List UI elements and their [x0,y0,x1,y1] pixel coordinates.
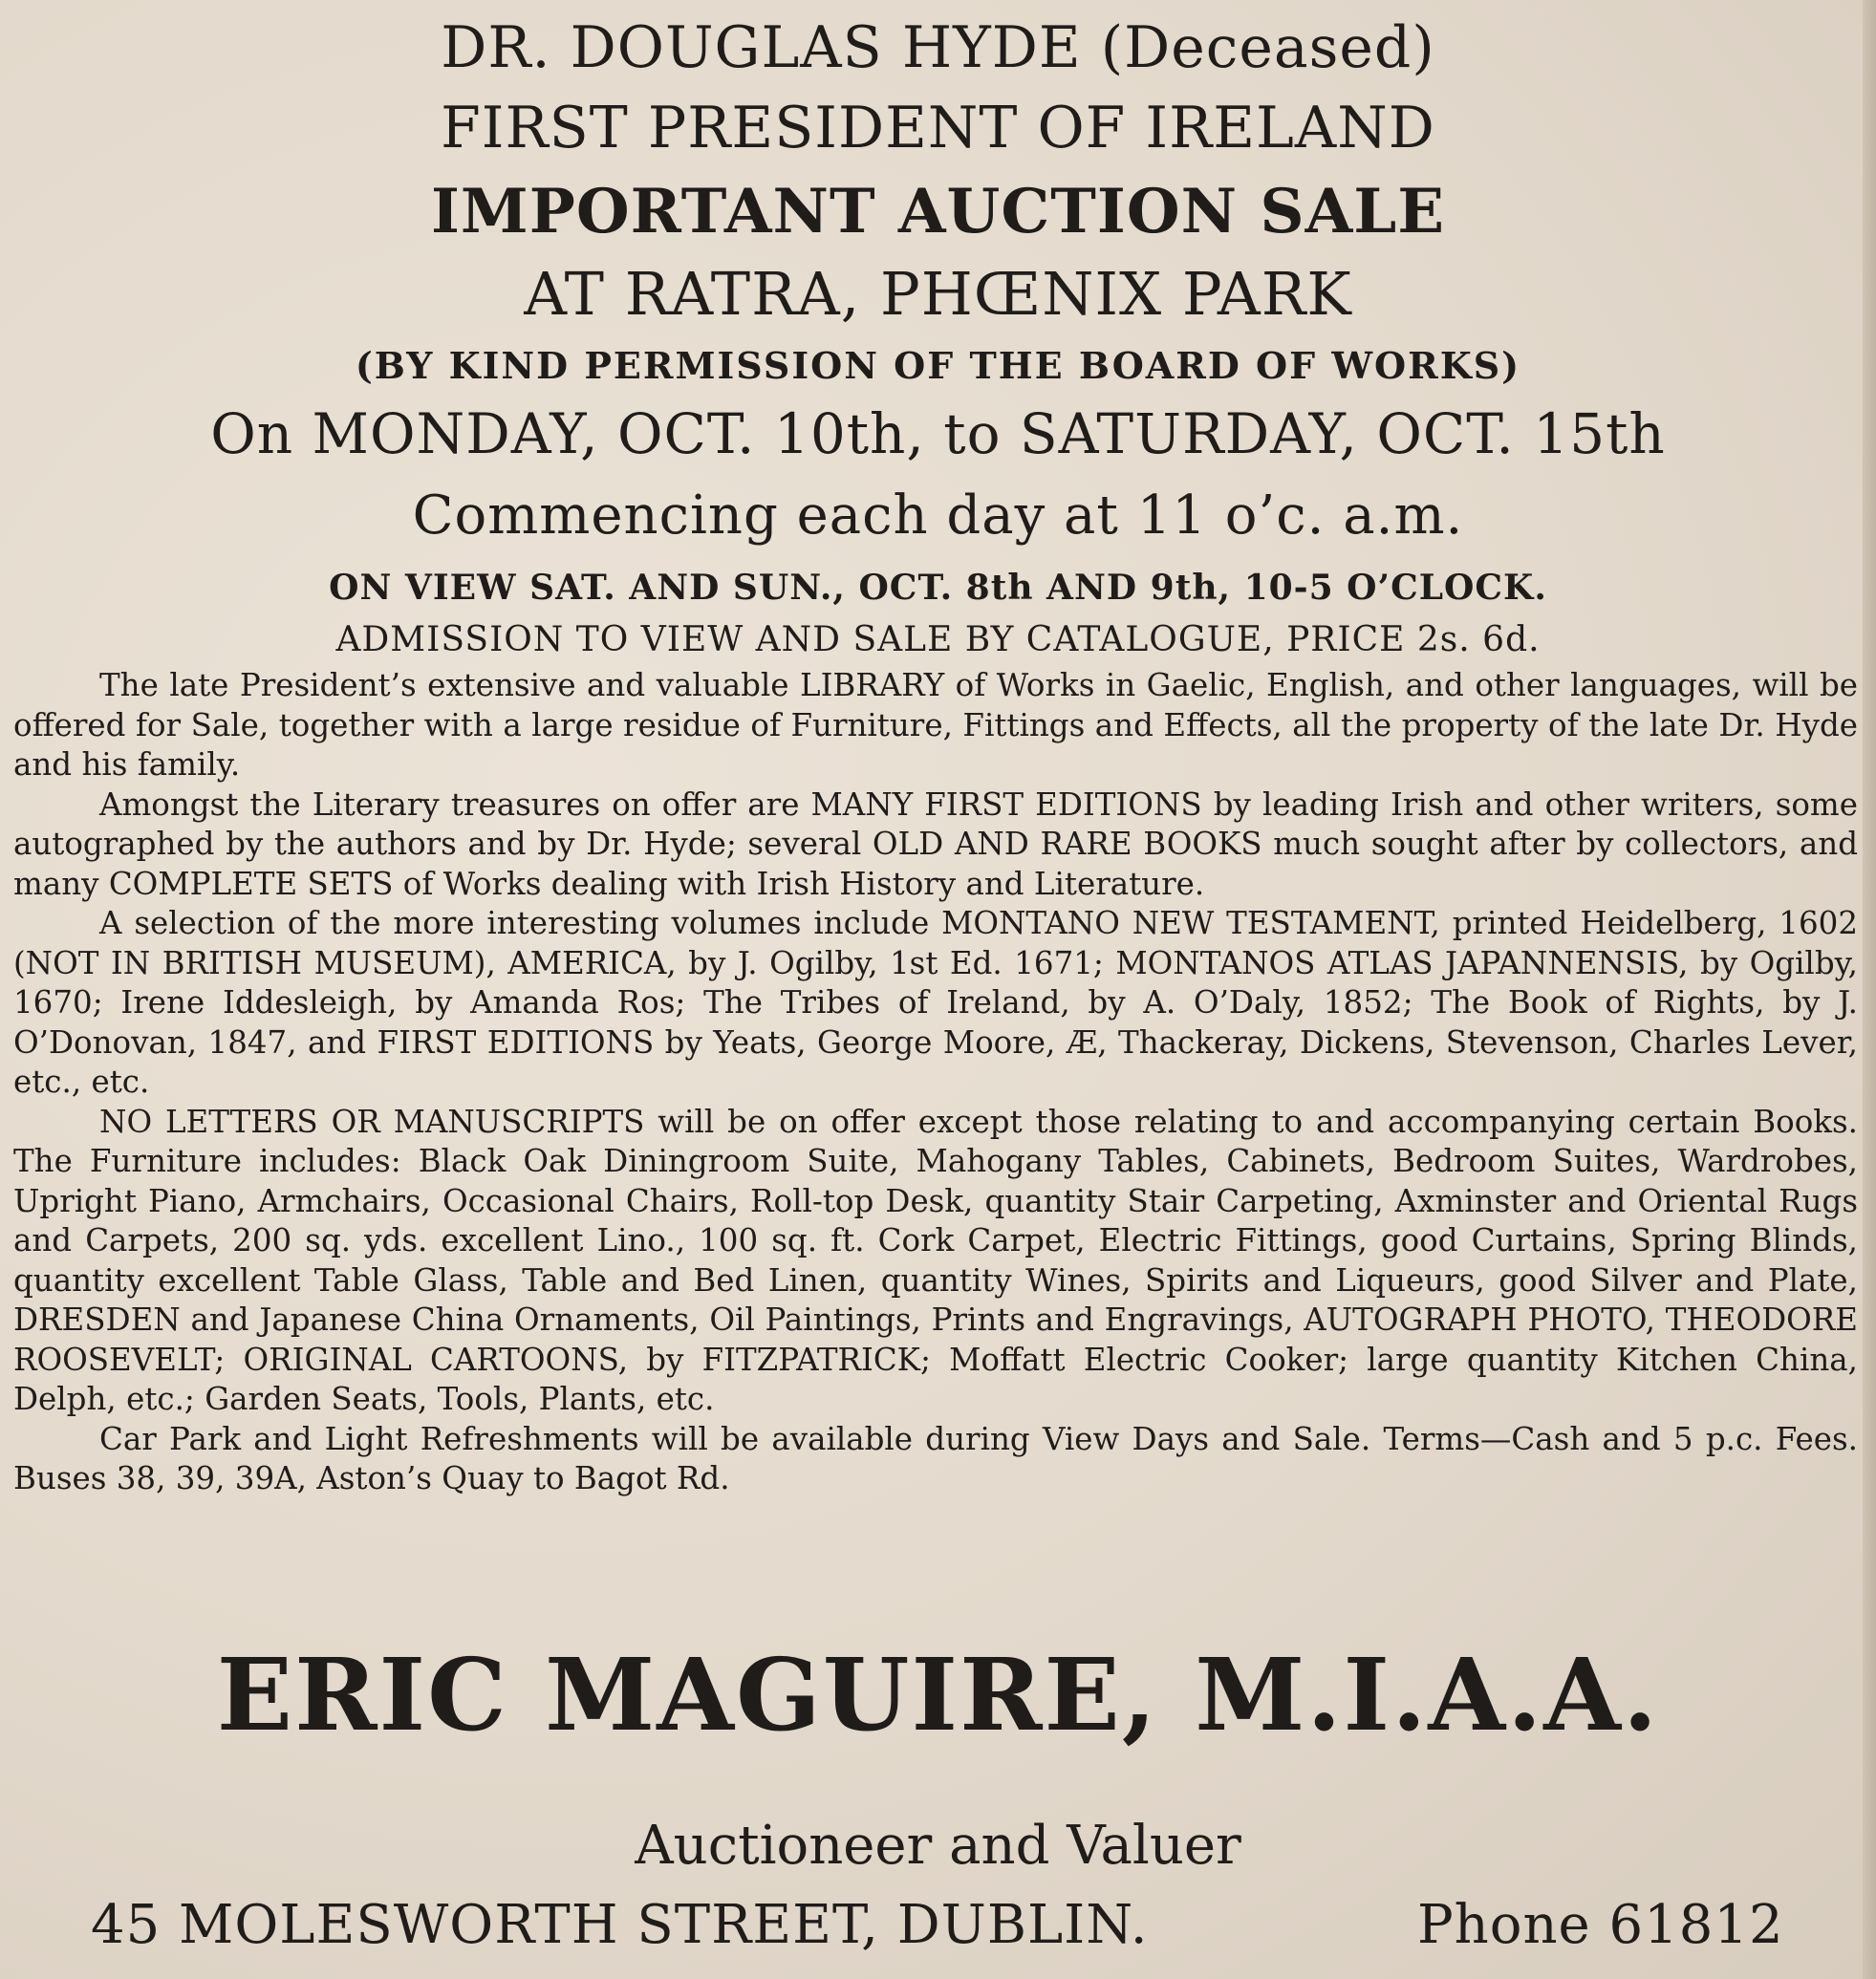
paragraph-furniture: NO LETTERS OR MANUSCRIPTS will be on offer except those relating to and accompanying certain Books. The Furniture includes: Black Oak Diningroom Suite, Mahogany Tables, Cabinets, Bedroom Suites, Wardrobes, Upright Piano, Armchairs, Occasional Chairs, Roll-top Desk, quantity Stair Carpeting, Axminster and Oriental Rugs and Carpets, 200 sq. yds. excellent Lino., 100 sq. ft. Cork Carpet, Electric Fittings, good Curtains, Spring Blinds, quantity excellent Table Glass, Table and Bed Linen, quantity Wines, Spirits and Liqueurs, good Silver and Plate, DRESDEN and Japanese China Ornaments, Oil Paintings, Prints and Engravings, AUTOGRAPH PHOTO, THEODORE ROOSEVELT; ORIGINAL CARTOONS, by FITZPATRICK; Moffatt Electric Cooker; large quantity Kitchen China, Delph, etc.; Garden Seats, Tools, Plants, etc. [13,1103,1858,1417]
address: 45 MOLESWORTH STREET, DUBLIN. [91,1894,1149,1956]
headline-deceased: DR. DOUGLAS HYDE (Deceased) [441,14,1435,81]
address-row [0,1894,1876,1960]
paragraph-literary-treasures: Amongst the Literary treasures on offer are MANY FIRST EDITIONS by leading Irish and other writers, some autographed by the authors and by Dr. Hyde; several OLD AND RARE BOOKS much sought after by collectors, and many COMPLETE SETS of Works dealing with Irish History and Literature. [13,785,1858,902]
headline-location: AT RATRA, PHŒNIX PARK [524,259,1352,329]
paragraph-selection: A selection of the more interesting volumes include MONTANO NEW TESTAMENT, printed Heidelberg, 1602 (NOT IN BRITISH MUSEUM), AMERICA, by J. Ogilby, 1st Ed. 1671; MONTANOS ATLAS JAPANNENSIS, by Ogilby, 1670; Irene Iddesleigh, by Amanda Ros; The Tribes of Ireland, by A. O’Daly, 1852; The Book of Rights, by J. O’Donovan, 1847, and FIRST EDITIONS by Yeats, George Moore, Æ, Thackeray, Dickens, Stevenson, Charles Lever, etc., etc. [13,905,1858,1100]
auctioneer-title: Auctioneer and Valuer [635,1815,1241,1877]
headline-first-president: FIRST PRESIDENT OF IRELAND [441,95,1435,161]
headline-admission: ADMISSION TO VIEW AND SALE BY CATALOGUE, PRICE 2s. 6d. [335,620,1541,659]
headline-commencing: Commencing each day at 11 o’c. a.m. [412,484,1464,547]
phone-number: Phone 61812 [1417,1894,1784,1956]
headline-on-view: ON VIEW SAT. AND SUN., OCT. 8th AND 9th, 10-5 O’CLOCK. [329,568,1547,608]
paragraph-terms: Car Park and Light Refreshments will be available during View Days and Sale. Terms—Cash and 5 p.c. Fees. Buses 38, 39, 39A, Aston’s Quay to Bagot Rd. [13,1420,1858,1496]
headline-dates: On MONDAY, OCT. 10th, to SATURDAY, OCT. 15th [210,401,1666,466]
headline-permission: (BY KIND PERMISSION OF THE BOARD OF WORKS) [355,344,1521,387]
auctioneer-name: ERIC MAGUIRE, M.I.A.A. [216,1636,1660,1753]
headline-auction-sale: IMPORTANT AUCTION SALE [430,176,1446,247]
paragraph-library: The late President’s extensive and valuable LIBRARY of Works in Gaelic, English, and other languages, will be offered for Sale, together with a large residue of Furniture, Fittings and Effects, all the property of the late Dr. Hyde and his family. [13,667,1858,783]
body-copy [13,666,1858,1499]
